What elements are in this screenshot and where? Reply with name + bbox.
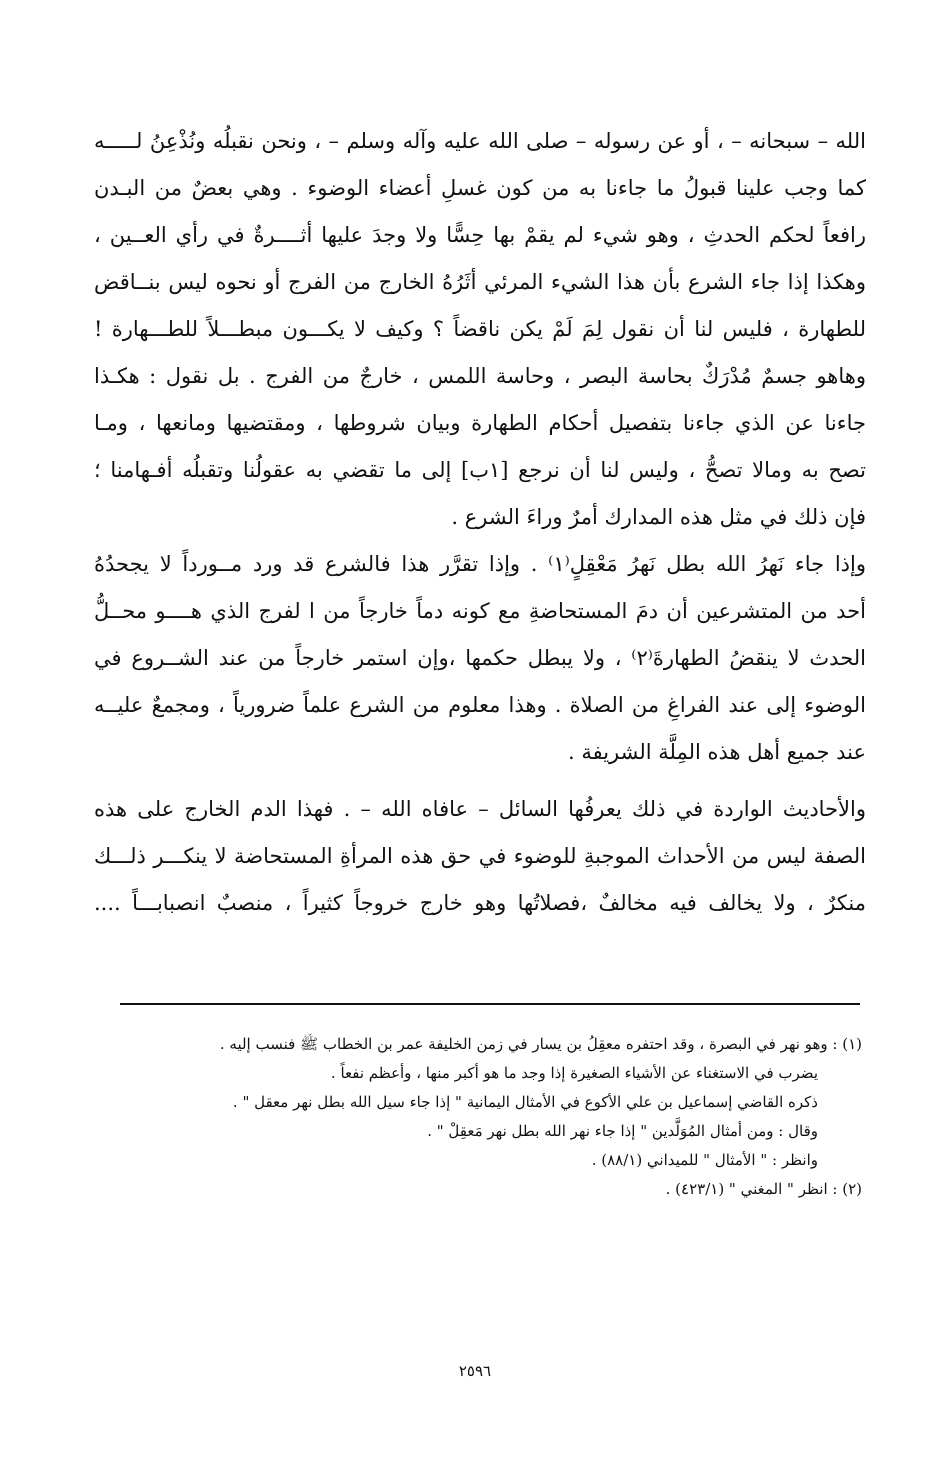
text-line: جاءنا عن الذي جاءنا بتفصيل أحكام الطهارة وبيان شروطها ، ومقتضيها ومانعها ، ومـا [94,411,866,435]
text-line: الصفة ليس من الأحداث الموجبةِ للوضوء في حق هذه المرأةِ المستحاضة لا ينكـــر ذلـــك [94,844,866,868]
footnote-separator [120,1003,860,1005]
text-line: الحدث لا ينقضُ الطهارةَ⁽٢⁾ ، ولا يبطل حكمها ،وإن استمر خارجاً من عند الشــروع في [94,646,866,670]
footnotes [100,1030,862,1204]
text-line: والأحاديث الواردة في ذلك يعرفُها السائل – عافاه الله – . فهذا الدم الخارج على هذه [94,797,866,821]
paragraph [94,786,866,927]
text-line: فإن ذلك في مثل هذه المدارك أمرٌ وراءَ الشرع . [451,505,866,529]
text-line: أحد من المتشرعين أن دمَ المستحاضةِ مع كونه دماً خارجاً من ا لفرج الذي هــــو محــلُّ [94,599,866,623]
paragraph [94,118,866,541]
text-line: الوضوء إلى عند الفراغِ من الصلاة . وهذا معلوم من الشرع علماً ضرورياً ، ومجمعٌ عليــه [94,693,866,717]
text-line: تصح به ومالا تصحُّ ، وليس لنا أن نرجع [١ب] إلى ما تقضي به عقولُنا وتقبلُه أفـهامنا ؛ [94,458,866,482]
text-line: وهكذا إذا جاء الشرع بأن هذا الشيء المرئي أثَرُهُ الخارج من الفرج أو نحوه ليس بنــاقض [94,270,866,294]
text-line: للطهارة ، فليس لنا أن نقول لِمَ لَمْ يكن ناقضاً ؟ وكيف لا يكـــون مبطـــلاً للطـــهارة ! [94,317,866,341]
footnote-continuation: يضرب في الاستغناء عن الأشياء الصغيرة إذا وجد ما هو أكبر منها ، وأعظم نفعاً . [330,1064,818,1082]
footnote: (٢) : انظر " المغني " (٤٢٣/١) . [665,1180,862,1198]
text-line: وإذا جاء نَهرُ الله بطل نَهرُ مَعْقِلٍ⁽١⁾ . وإذا تقرَّر هذا فالشرع قد ورد مــورداً لا يجحدُهُ [94,552,866,576]
main-text [94,118,866,927]
text-line: الله – سبحانه – ، أو عن رسوله – صلى الله عليه وآله وسلم – ، ونحن نقبلُه ونُذْعِنُ لـــــه [94,129,866,153]
text-line: رافعاً لحكم الحدثِ ، وهو شيء لم يقمْ بها حِسًّا ولا وجدَ عليها أثــــرةٌ في رأي العــين ، [94,223,866,247]
footnote: (١) : وهو نهر في البصرة ، وقد احتفره معقِلُ بن يسار في زمن الخليفة عمر بن الخطاب ﷺ فنسب إليه . [219,1035,862,1053]
paragraph [94,541,866,776]
page-number: ٢٥٩٦ [458,1362,492,1380]
text-line: عند جميع أهل هذه المِلَّة الشريفة . [567,740,866,764]
footnote-continuation: ذكره القاضي إسماعيل بن علي الأكوع في الأمثال اليمانية " إذا جاء سيل الله بطل نهر معقل " . [232,1093,818,1111]
text-line: كما وجب علينا قبولُ ما جاءنا به من كون غسلِ أعضاء الوضوء . وهي بعضٌ من البـدن [94,176,866,200]
footnote-continuation: وقال : ومن أمثال المُوَلَّدين " إذا جاء نهر الله بطل نهر مَعقِلْ " . [427,1122,818,1140]
text-line: منكرٌ ، ولا يخالف فيه مخالفٌ ،فصلاتُها وهو خارج خروجاً كثيراً ، منصبٌ انصبابـــاً .... [94,891,866,915]
text-line: وهاهو جسمٌ مُدْرَكٌ بحاسة البصر ، وحاسة اللمس ، خارجٌ من الفرج . بل نقول : هكـذا [94,364,866,388]
paragraph-spacer [94,776,866,786]
footnote-continuation: وانظر : " الأمثال " للميداني (٨٨/١) . [591,1151,818,1169]
